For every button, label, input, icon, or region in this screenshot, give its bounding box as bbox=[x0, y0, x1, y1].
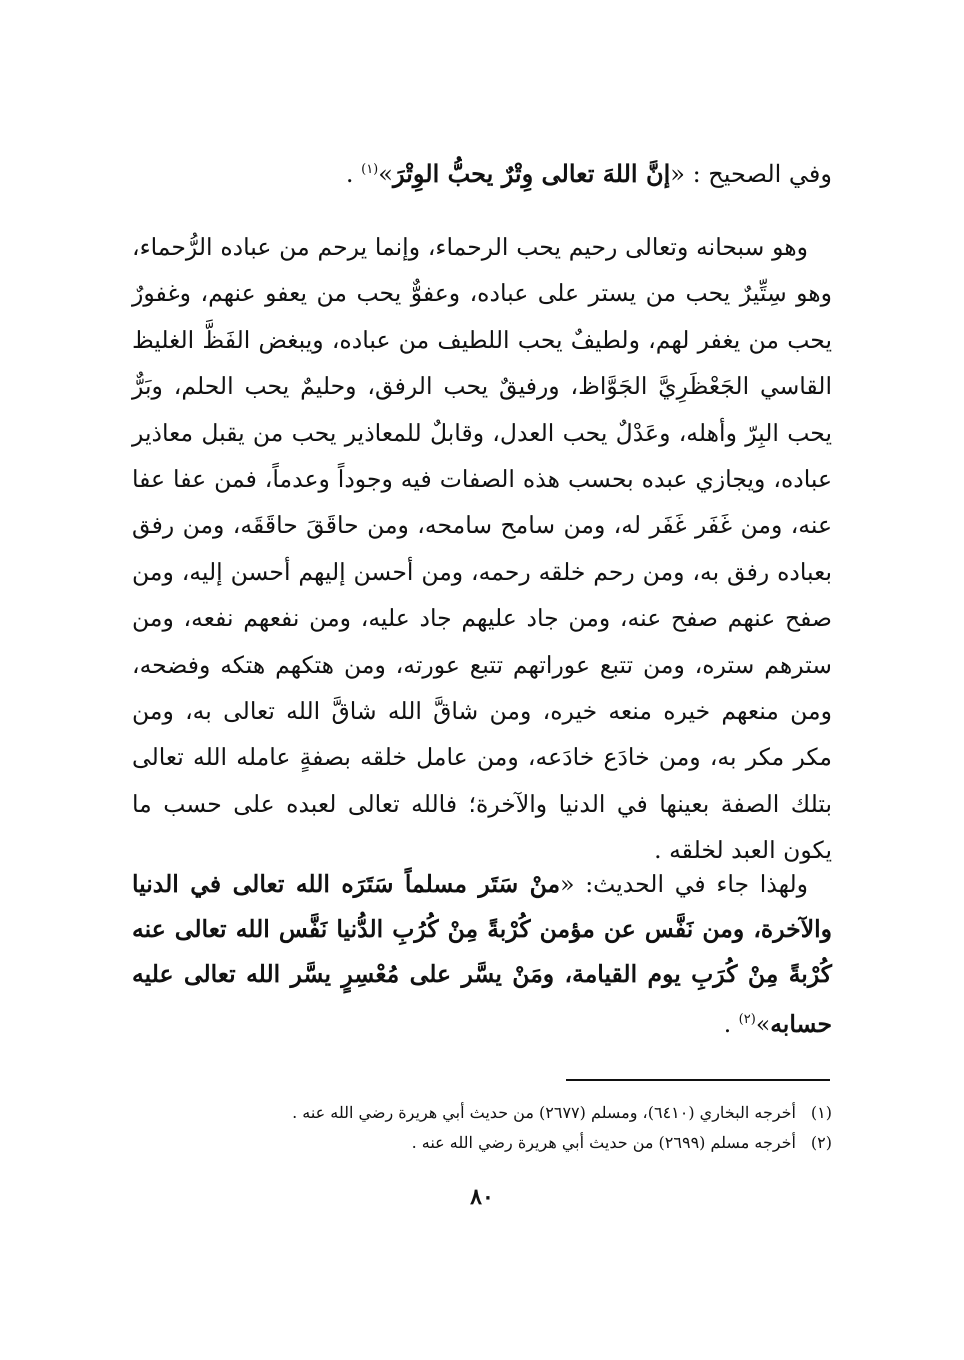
footnote-text: أخرجه البخاري (٦٤١٠)، ومسلم (٢٦٧٧) من حديث أبي هريرة رضي الله عنه . bbox=[292, 1103, 796, 1122]
footnote-number: (١) bbox=[810, 1103, 832, 1122]
footnote-text: أخرجه مسلم (٢٦٩٩) من حديث أبي هريرة رضي الله عنه . bbox=[411, 1133, 796, 1152]
intro-line bbox=[132, 150, 832, 194]
footnotes bbox=[132, 1098, 832, 1158]
intro-quote-close: » bbox=[378, 160, 393, 188]
footnote-ref-2: (٢) bbox=[738, 1012, 756, 1027]
intro-lead: وفي الصحيح : « bbox=[670, 160, 832, 188]
intro-end: . bbox=[345, 160, 362, 188]
hadith-quote-close: » bbox=[755, 1009, 771, 1038]
hadith-lead: ولهذا جاء في الحديث: « bbox=[560, 870, 809, 898]
footnote-1 bbox=[132, 1098, 832, 1128]
hadith-end: . bbox=[723, 1009, 739, 1038]
body-paragraph: وهو سبحانه وتعالى رحيم يحب الرحماء، وإنما يرحم من عباده الرُّحماء، وهو سِتِّيرٌ يحب من يستر على عباده، وعفوٌّ يحب من يعفو عنهم، وغفورٌ يحب من يغفر لهم، ولطيفٌ يحب اللطيف من عباده، ويبغض الفَظَّ الغليظ القاسي الجَعْظَرِيَّ الجَوَّاظ، ورفيقٌ يحب الرفق، وحليمٌ يحب الحلم، وبَرٌّ يحب البِرّ وأهله، وعَدْلٌ يحب العدل، وقابلٌ للمعاذير يحب من يقبل معاذير عباده، ويجازي عبده بحسب هذه الصفات فيه وجوداً وعدماً، فمن عفا عفا عنه، ومن غَفَر غَفَر له، ومن سامح سامحه، ومن حاقَقَ حاقَقَه، ومن رفق بعباده رفق به، ومن رحم خلقه رحمه، ومن أحسن إليهم أحسن إليه، ومن صفح عنهم صفح عنه، ومن جاد عليهم جاد عليه، ومن نفعهم نفعه، ومن سترهم ستره، ومن تتبع عوراتهم تتبع عورته، ومن هتكهم هتكه وفضحه، ومن منعهم خيره منعه خيره، ومن شاقَّ الله شاقَّ الله تعالى به، ومن مكر مكر به، ومن خادَع خادَعه، ومن عامل خلقه بصفةٍ عامله الله تعالى بتلك الصفة بعينها في الدنيا والآخرة؛ فالله تعالى لعبده على حسب ما يكون العبد لخلقه . bbox=[132, 233, 832, 865]
footnote-separator bbox=[566, 1079, 830, 1081]
footnote-ref-1: (١) bbox=[361, 162, 379, 177]
page-number: ٨٠ bbox=[470, 1184, 494, 1210]
hadith-quote: منْ سَتَر مسلماً سَتَرَه الله تعالى في الدنيا والآخرة، ومن نَفَّس عن مؤمن كُرْبةً مِنْ كُرُبِ الدُّنيا نَفَّس الله تعالى عنه كُرْبةً مِنْ كُرَبِ يوم القيامة، ومَنْ يسَّر على مُعْسِرٍ يسَّر الله تعالى عليه حسابه bbox=[132, 870, 832, 1038]
intro-hadith-quote: إنَّ اللهَ تعالى وِتْرٌ يحبُّ الوِتْرَ bbox=[392, 159, 671, 188]
footnote-number: (٢) bbox=[810, 1133, 832, 1152]
footnote-2 bbox=[132, 1128, 832, 1158]
hadith-paragraph bbox=[132, 862, 832, 1047]
